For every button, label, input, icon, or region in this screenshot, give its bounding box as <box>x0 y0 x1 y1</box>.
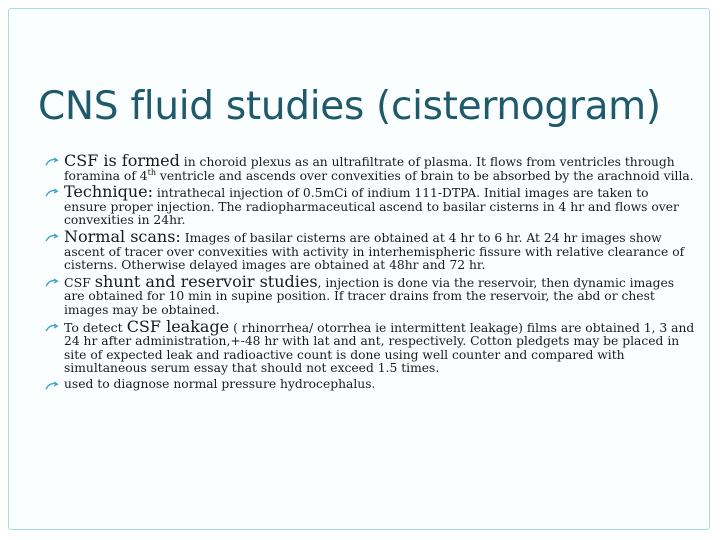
slide-title: CNS fluid studies (cisternogram) <box>38 84 661 129</box>
curved-arrow-bullet-icon <box>45 278 59 288</box>
curved-arrow-bullet-icon <box>45 323 59 333</box>
bullet-lead: Normal scans: <box>64 226 181 246</box>
bullet-text: intrathecal injection of 0.5mCi of indium 111-DTPA. Initial images are taken to ensure proper injection. The radiopharmaceutical ascend to basilar cisterns in 4 hr and flows over convexities in 24hr. <box>64 186 679 228</box>
bullet-text-continued: ventricle and ascends over convexities of brain to be absorbed by the arachnoid villa. <box>155 168 694 183</box>
bullet-text: , injection is done via the reservoir, then dynamic images are obtained for 10 min in supine position. If tracer drains from the reservoir, the abd or chest images may be obtained. <box>64 275 675 317</box>
bullet-shunt-reservoir <box>45 271 695 318</box>
curved-arrow-bullet-icon <box>45 233 59 243</box>
bullet-list <box>45 151 695 394</box>
curved-arrow-bullet-icon <box>45 381 59 391</box>
bullet-lead: shunt and reservoir studies <box>94 271 318 291</box>
bullet-csf-formation <box>45 151 695 183</box>
bullet-text: ( rhinorrhea/ otorrhea ie intermittent leakage) films are obtained 1, 3 and 24 hr after administration,+-48 hr with lat and ant, respectively. Cotton pledgets may be placed in site of expected leak and radioactive count is done using well counter and compared with simultaneous serum essay that should not exceed 1.5 times. <box>64 320 695 376</box>
curved-arrow-bullet-icon <box>45 157 59 167</box>
bullet-lead: CSF leakage <box>126 316 230 336</box>
bullet-text: in choroid plexus as an ultrafiltrate of plasma. It flows from ventricles through foramina of 4 <box>64 155 675 183</box>
curved-arrow-bullet-icon <box>45 188 59 198</box>
bullet-normal-scans <box>45 226 695 273</box>
bullet-nph <box>45 378 695 392</box>
bullet-lead-prefix: CSF <box>64 274 95 290</box>
bullet-text: Images of basilar cisterns are obtained at 4 hr to 6 hr. At 24 hr images show ascent of tracer over convexities with activity in interhemispheric fissure with relative clearance of cisterns. Otherwise delayed images are obtained at 48hr and 72 hr. <box>64 230 685 273</box>
bullet-csf-leakage <box>45 316 695 376</box>
bullet-lead-prefix: To detect <box>64 319 127 335</box>
bullet-technique <box>45 182 695 228</box>
bullet-lead: CSF is formed <box>64 151 180 170</box>
bullet-superscript: th <box>147 167 156 177</box>
bullet-text: used to diagnose normal pressure hydrocephalus. <box>64 376 376 391</box>
bullet-lead: Technique: <box>64 182 153 202</box>
